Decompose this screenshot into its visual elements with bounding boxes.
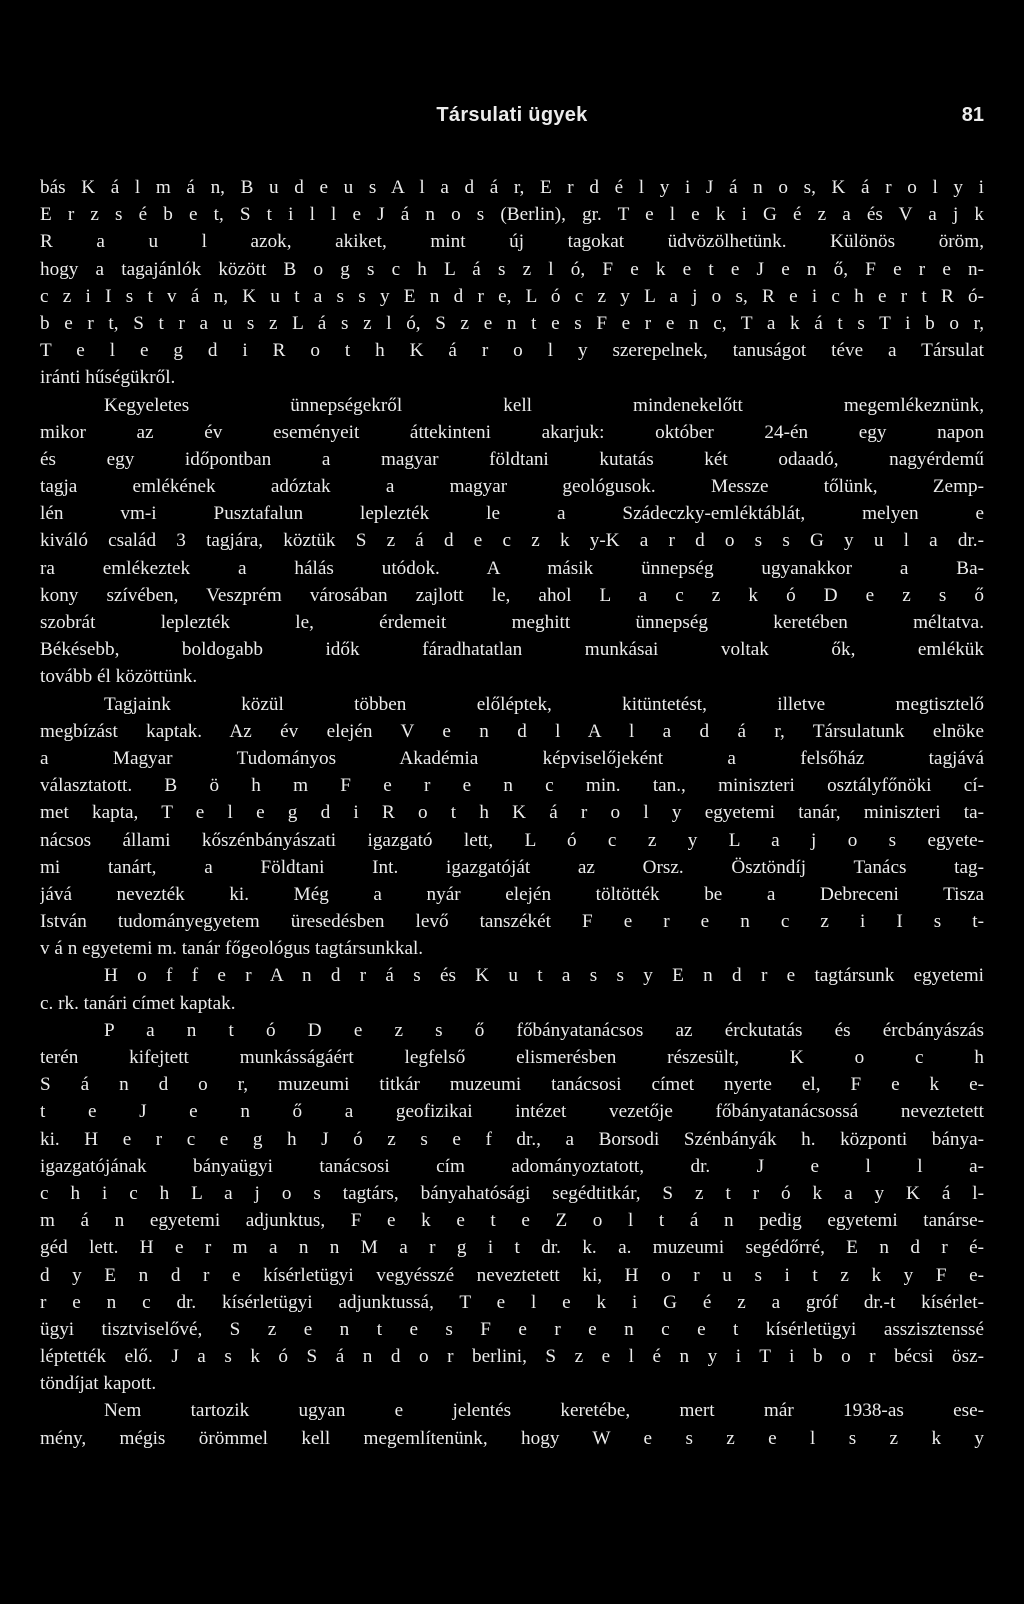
text-line: ki. H e r c e g h J ó z s e f dr., a Borsodi Szénbányák h. központi bánya-	[40, 1128, 984, 1150]
text-line: H o f f e r A n d r á s és K u t a s s y E n d r e tagtársunk egyetemi	[104, 965, 984, 987]
text-line: S á n d o r, muzeumi titkár muzeumi tanácsosi címet nyerte el, F e k e-	[40, 1074, 984, 1096]
text-line: kony szívében, Veszprém városában zajlott le, ahol L a c z k ó D e z s ő	[40, 584, 984, 606]
text-line: jává nevezték ki. Még a nyár elején töltötték be a Debreceni Tisza	[40, 883, 984, 905]
text-line: nácsos állami kőszénbányászati igazgató lett, L ó c z y L a j o s egyete-	[40, 829, 984, 851]
text-line: Kegyeletes ünnepségekről kell mindenekelőtt megemlékeznünk,	[104, 394, 984, 416]
text-line: v á n egyetemi m. tanár főgeológus tagtársunkkal.	[40, 938, 424, 960]
text-line: megbízást kaptak. Az év elején V e n d l A l a d á r, Társulatunk elnöke	[40, 720, 984, 742]
text-line: t e J e n ő a geofizikai intézet vezetője főbányatanácsossá neveztetett	[40, 1101, 984, 1123]
text-line: és egy időpontban a magyar földtani kutatás két odaadó, nagyérdemű	[40, 448, 984, 470]
page-number: 81	[961, 104, 984, 126]
text-line: ra emlékeztek a hálás utódok. A másik ünnepség ugyanakkor a Ba-	[40, 557, 984, 579]
text-line: léptették elő. J a s k ó S á n d o r berlini, S z e l é n y i T i b o r bécsi ösz-	[40, 1346, 984, 1368]
text-line: igazgatójának bányaügyi tanácsosi cím adományoztatott, dr. J e l l a-	[40, 1155, 984, 1177]
text-line: Tagjaink közül többen előléptek, kitüntetést, illetve megtisztelő	[104, 693, 984, 715]
text-line: met kapta, T e l e g d i R o t h K á r o l y egyetemi tanár, miniszteri ta-	[40, 802, 984, 824]
text-line: hogy a tagajánlók között B o g s c h L á s z l ó, F e k e t e J e n ő, F e r e n-	[40, 258, 984, 280]
text-line: c. rk. tanári címet kaptak.	[40, 992, 236, 1014]
body-text	[40, 174, 984, 1452]
text-line: T e l e g d i R o t h K á r o l y szerepelnek, tanuságot téve a Társulat	[40, 340, 984, 362]
text-line: Békésebb, boldogabb idők fáradhatatlan munkásai voltak ők, emlékük	[40, 639, 984, 661]
text-line: c z i I s t v á n, K u t a s s y E n d r e, L ó c z y L a j o s, R e i c h e r t R ó-	[40, 285, 984, 307]
text-line: István tudományegyetem üresedésben levő tanszékét F e r e n c z i I s t-	[40, 911, 984, 933]
text-line: E r z s é b e t, S t i l l e J á n o s (Berlin), gr. T e l e k i G é z a és V a j k	[40, 204, 984, 226]
text-line: c h i c h L a j o s tagtárs, bányahatósági segédtitkár, S z t r ó k a y K á l-	[40, 1182, 984, 1204]
text-line: d y E n d r e kísérletügyi vegyésszé neveztetett ki, H o r u s i t z k y F e-	[40, 1264, 984, 1286]
text-line: r e n c dr. kísérletügyi adjunktussá, T e l e k i G é z a gróf dr.-t kísérlet-	[40, 1291, 984, 1313]
text-line: lén vm-i Pusztafalun leplezték le a Szádeczky-emléktáblát, melyen e	[40, 503, 984, 525]
text-line: választatott. B ö h m F e r e n c min. tan., miniszteri osztályfőnöki cí-	[40, 775, 984, 797]
text-line: b e r t, S t r a u s z L á s z l ó, S z e n t e s F e r e n c, T a k á t s T i b o r,	[40, 312, 984, 334]
text-line: géd lett. H e r m a n n M a r g i t dr. k. a. muzeumi segédőrré, E n d r é-	[40, 1237, 984, 1259]
text-line: Nem tartozik ugyan e jelentés keretébe, mert már 1938-as ese-	[104, 1400, 984, 1422]
text-line: mény, mégis örömmel kell megemlítenünk, hogy W e s z e l s z k y	[40, 1427, 984, 1449]
page-header	[40, 104, 984, 134]
text-line: a Magyar Tudományos Akadémia képviselőjeként a felsőház tagjává	[40, 747, 984, 769]
text-line: mi tanárt, a Földtani Int. igazgatóját az Orsz. Ösztöndíj Tanács tag-	[40, 856, 984, 878]
text-line: mikor az év eseményeit áttekinteni akarjuk: október 24-én egy napon	[40, 421, 984, 443]
running-title: Társulati ügyek	[436, 104, 588, 126]
text-line: kiváló család 3 tagjára, köztük S z á d e c z k y-K a r d o s s G y u l a dr.-	[40, 530, 984, 552]
text-line: töndíjat kapott.	[40, 1373, 157, 1395]
text-line: tagja emlékének adóztak a magyar geológusok. Messze tőlünk, Zemp-	[40, 476, 984, 498]
text-line: R a u l azok, akiket, mint új tagokat üdvözölhetünk. Különös öröm,	[40, 231, 984, 253]
text-line: iránti hűségükről.	[40, 367, 176, 389]
text-line: bás K á l m á n, B u d e u s A l a d á r, E r d é l y i J á n o s, K á r o l y i	[40, 177, 984, 198]
document-page	[40, 0, 984, 1604]
text-line: szobrát leplezték le, érdemeit meghitt ünnepség keretében méltatva.	[40, 612, 984, 633]
text-line: terén kifejtett munkásságáért legfelső elismerésben részesült, K o c h	[40, 1047, 984, 1068]
text-line: tovább él közöttünk.	[40, 666, 198, 688]
text-line: ügyi tisztviselővé, S z e n t e s F e r e n c e t kísérletügyi asszisztenssé	[40, 1318, 984, 1340]
text-line: P a n t ó D e z s ő főbányatanácsos az érckutatás és ércbányászás	[104, 1019, 984, 1041]
text-line: m á n egyetemi adjunktus, F e k e t e Z o l t á n pedig egyetemi tanárse-	[40, 1210, 984, 1232]
